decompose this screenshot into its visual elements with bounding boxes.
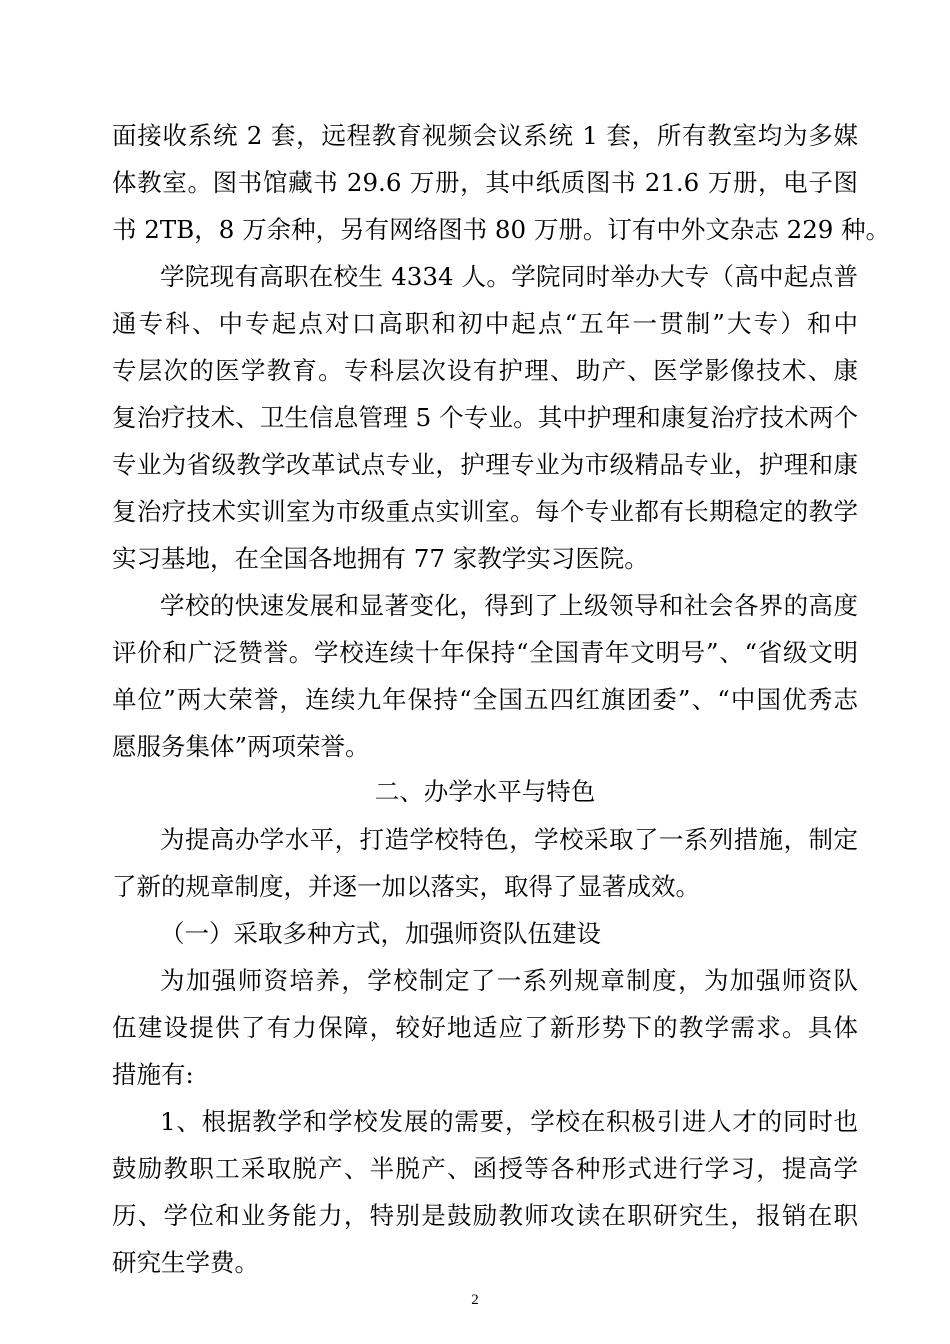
text-line: 伍建设提供了有力保障，较好地适应了新形势下的教学需求。具体: [112, 1013, 858, 1042]
text-line: 鼓励教职工采取脱产、半脱产、函授等各种形式进行学习，提高学: [112, 1154, 858, 1183]
text-line: 专业为省级教学改革试点专业，护理专业为市级精品专业，护理和康: [112, 450, 858, 479]
text-line: 研究生学费。: [112, 1248, 259, 1277]
text-line: 书 2TB，8 万余种，另有网络图书 80 万册。订有中外文杂志 229 种。: [112, 215, 891, 244]
text-line: 历、学位和业务能力，特别是鼓励教师攻读在职研究生，报销在职: [112, 1201, 858, 1230]
text-line: 学院现有高职在校生 4334 人。学院同时举办大专（高中起点普: [160, 262, 858, 291]
subsection-heading: （一）采取多种方式，加强师资队伍建设: [160, 919, 601, 948]
text-line: 单位”两大荣誉，连续九年保持“全国五四红旗团委”、“中国优秀志: [112, 685, 858, 714]
text-line: 措施有:: [112, 1060, 194, 1089]
section-heading: 二、办学水平与特色: [374, 777, 596, 806]
text-line: 专层次的医学教育。专科层次设有护理、助产、医学影像技术、康: [112, 356, 858, 385]
page-number: 2: [471, 1292, 479, 1308]
text-line: 实习基地，在全国各地拥有 77 家教学实习医院。: [112, 544, 649, 573]
text-line: 了新的规章制度，并逐一加以落实，取得了显著成效。: [112, 872, 700, 901]
text-line: 复治疗技术实训室为市级重点实训室。每个专业都有长期稳定的教学: [112, 497, 858, 526]
text-line: 体教室。图书馆藏书 29.6 万册，其中纸质图书 21.6 万册，电子图: [112, 168, 858, 197]
text-line: 评价和广泛赞誉。学校连续十年保持“全国青年文明号”、“省级文明: [112, 638, 858, 667]
text-line: 愿服务集体”两项荣誉。: [112, 732, 370, 761]
text-line: 为提高办学水平，打造学校特色，学校采取了一系列措施，制定: [160, 825, 858, 854]
text-line: 面接收系统 2 套，远程教育视频会议系统 1 套，所有教室均为多媒: [112, 121, 858, 150]
text-line: 1、根据教学和学校发展的需要，学校在积极引进人才的同时也: [160, 1107, 858, 1136]
text-line: 通专科、中专起点对口高职和初中起点“五年一贯制”大专）和中: [112, 309, 858, 338]
text-line: 为加强师资培养，学校制定了一系列规章制度，为加强师资队: [160, 966, 858, 995]
text-line: 复治疗技术、卫生信息管理 5 个专业。其中护理和康复治疗技术两个: [112, 403, 858, 432]
text-line: 学校的快速发展和显著变化，得到了上级领导和社会各界的高度: [160, 591, 858, 620]
